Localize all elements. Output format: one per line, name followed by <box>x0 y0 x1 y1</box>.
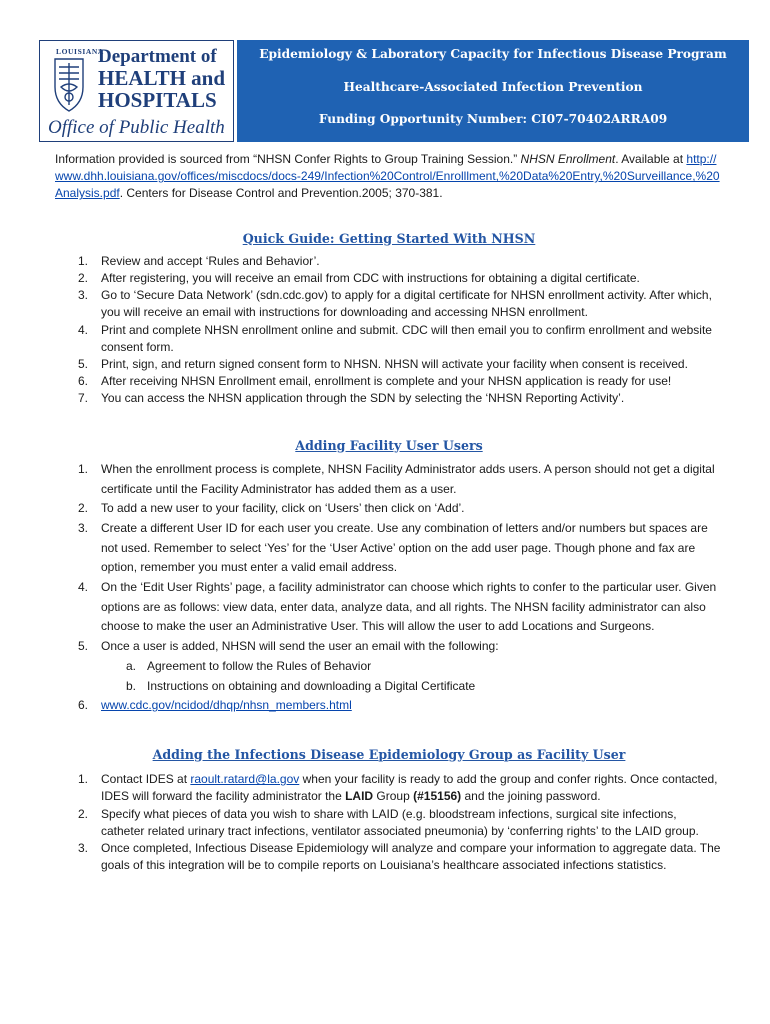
ides-group-list <box>55 771 723 874</box>
citation-available: . Available at <box>615 152 687 166</box>
nhsn-members-link[interactable]: www.cdc.gov/ncidod/dhqp/nhsn_members.html <box>101 698 352 713</box>
logo-office-text: Office of Public Health <box>48 117 225 138</box>
logo-department-text: Department of <box>98 46 217 67</box>
list-item: 7. You can access the NHSN application through the SDN by selecting the ‘NHSN Reporting Activity’. <box>78 391 625 406</box>
adding-users-heading: Adding Facility User Users <box>295 437 483 453</box>
logo-health-text: HEALTH and <box>98 66 226 90</box>
adding-users-list <box>55 460 723 716</box>
list-item: 1. Review and accept ‘Rules and Behavior’. <box>78 253 320 268</box>
sub-list-item: b. Instructions on obtaining and downloading a Digital Certificate <box>126 678 476 693</box>
list-item: 1. When the enrollment process is complete, NHSN Facility Administrator adds users. A person should not get a digital certificate until the Facility Administrator has added them as a user. <box>78 461 715 496</box>
quick-guide-heading: Quick Guide: Getting Started With NHSN <box>242 230 536 246</box>
list-item: 4. Print and complete NHSN enrollment online and submit. CDC will then email you to confirm enrollment and website consent form. <box>78 322 712 354</box>
list-item: 6. www.cdc.gov/ncidod/dhqp/nhsn_members.html <box>78 698 352 713</box>
list-item: 6. After receiving NHSN Enrollment email, enrollment is complete and your NHSN application is ready for use! <box>78 374 672 389</box>
sub-list-item: a. Agreement to follow the Rules of Behavior <box>126 658 372 673</box>
list-item: 4. On the ‘Edit User Rights’ page, a facility administrator can choose which rights to confer to the particular user. Given options are as follows: view data, enter data, analyze data, and all rights. The NHSN facility administrator can also choose to make the user an Administrative User. This will allow the user to add Locations and Surgeons. <box>78 580 717 634</box>
citation-source-title: NHSN Enrollment <box>520 152 616 166</box>
logo-state-text: LOUISIANA <box>56 47 104 56</box>
list-item: 3. Once completed, Infectious Disease Epidemiology will analyze and compare your information to aggregate data. The goals of this integration will be to compile reports on Louisiana’s healthcare associated infections statistics. <box>78 841 721 873</box>
dhh-logo <box>39 40 234 142</box>
ides-email-link[interactable]: raoult.ratard@la.gov <box>190 772 300 787</box>
list-item: 5. Print, sign, and return signed consent form to NHSN. NHSN will activate your facility when consent is received. <box>78 357 688 372</box>
ides-group-heading: Adding the Infections Disease Epidemiology Group as Facility User <box>152 746 626 762</box>
citation-lead: Information provided is sourced from “NHSN Confer Rights to Group Training Session.” <box>55 152 521 166</box>
program-banner <box>237 40 749 142</box>
list-item: 3. Create a different User ID for each user you create. Use any combination of letters and/or numbers but spaces are not used. Remember to select ‘Yes’ for the ‘User Active’ option on the add user page. Though phone and fax are option, remember you must enter a valid email address. <box>78 520 708 575</box>
quick-guide-list <box>55 253 723 408</box>
banner-funding-number: Funding Opportunity Number: CI07-70402ARRA09 <box>318 112 668 126</box>
list-item: 1. Contact IDES at raoult.ratard@la.gov when your facility is ready to add the group and confer rights. Once contacted, IDES will forward the facility administrator the LAID Group (#15156) and the joining password. <box>78 772 718 804</box>
citation-link[interactable]: http://www.dhh.louisiana.gov/offices/miscdocs/docs-249/Infection%20Control/Enrolllment,%20Data%20Entry,%20Surveillance,%20Analysis.pdf <box>55 152 720 201</box>
banner-subtitle: Healthcare-Associated Infection Prevention <box>343 80 643 94</box>
state-seal-icon <box>49 53 89 115</box>
citation-tail: . Centers for Disease Control and Prevention.2005; 370-381. <box>119 186 443 201</box>
list-item: 5. Once a user is added, NHSN will send the user an email with the following: a. Agreement to follow the Rules of Behavior b. Instructions on obtaining and downloading a Digital Certificate <box>55 637 723 696</box>
list-item: 2. After registering, you will receive an email from CDC with instructions for obtaining a digital certificate. <box>78 271 640 286</box>
source-citation <box>55 151 723 203</box>
adding-users-sublist <box>55 657 723 696</box>
list-item: 3. Go to ‘Secure Data Network’ (sdn.cdc.gov) to apply for a digital certificate for NHSN enrollment activity. After which, you will receive an email with instructions for downloading and accessing NHSN enrollment. <box>78 288 712 320</box>
list-item: 2. To add a new user to your facility, click on ‘Users’ then click on ‘Add’. <box>78 501 465 516</box>
list-item: 2. Specify what pieces of data you wish to share with LAID (e.g. bloodstream infections, surgical site infections, catheter related urinary tract infections, ventilator associated pneumonia) by ‘conferring rights’ to the LAID group. <box>78 806 699 838</box>
logo-hospitals-text: HOSPITALS <box>98 88 217 112</box>
document-header <box>39 40 749 144</box>
document-body <box>55 151 723 874</box>
banner-program-title: Epidemiology & Laboratory Capacity for Infectious Disease Program <box>259 47 727 61</box>
